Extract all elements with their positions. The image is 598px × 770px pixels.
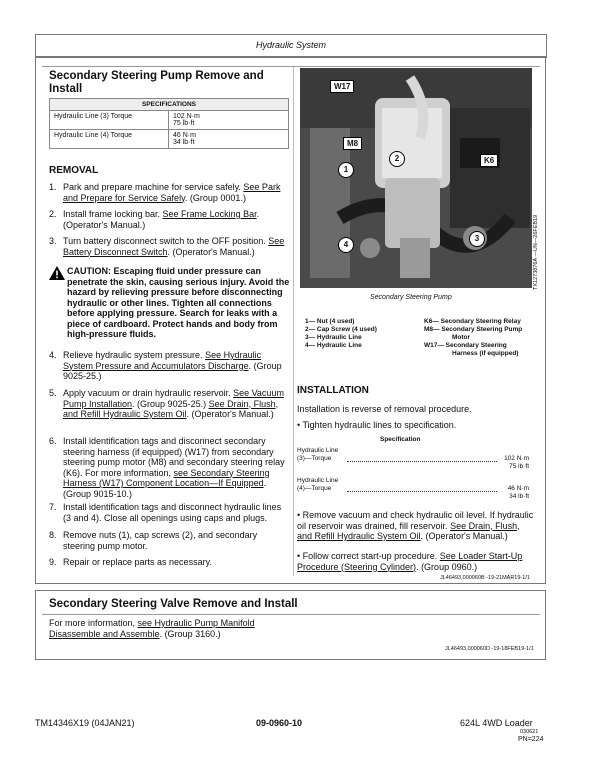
caution-text: CAUTION: Escaping fluid under pressure can penetrate the skin, causing serious injury. Avoid the hazard by relieving pressure before disconnecting hydraulic or other lines. Tighten all connections before applying pressure. Search for leaks with a piece of cardboard. Protect hands and body from high-pressure fluids. (67, 266, 290, 339)
installation-bullet: • Follow correct start-up procedure. See Loader Start-Up Procedure (Steering Cylinder). (Group 0960.) (297, 551, 523, 572)
list-item: 1. Park and prepare machine for service safely. See Park and Prepare for Service Safely. (Group 0001.) (49, 182, 281, 203)
divider (35, 590, 546, 591)
page-number: 09-0960-10 (256, 718, 303, 728)
spec-item: Hydraulic Line (4) Torque (50, 130, 169, 149)
link[interactable]: See Park and Prepare for Service Safely (63, 182, 281, 203)
reference-code: JL46493,000060B -19-21MAR19-1/1 (440, 575, 530, 581)
link[interactable]: see Hydraulic Pump Manifold Disassemble and Assemble (49, 618, 255, 639)
pump-photo (300, 68, 532, 288)
spec-item: Hydraulic Line (3) Torque (50, 111, 169, 130)
list-item: 8. Remove nuts (1), cap screws (2), and secondary steering pump motor. (49, 530, 258, 551)
photo-illustration (300, 68, 532, 288)
table-row (50, 111, 289, 130)
label-k6: K6 (480, 154, 498, 167)
section-title: Secondary Steering Pump Remove and Install (49, 70, 264, 95)
figure-legend-right: K6— Secondary Steering Relay M8— Secondary Steering Pump Motor W17— Secondary Steering Harness (if equipped) (424, 318, 523, 357)
spec-row: Hydraulic Line (3)—Torque 102 N·m 75 lb·ft (297, 447, 529, 470)
section-title: Secondary Steering Valve Remove and Install (49, 598, 298, 610)
footer-right: 624L 4WD Loader (460, 718, 533, 728)
spec-value: 46 N·m (173, 132, 196, 139)
installation-intro: Installation is reverse of removal procedure. (297, 404, 472, 414)
figure-legend-left: 1— Nut (4 used) 2— Cap Screw (4 used) 3— Hydraulic Line 4— Hydraulic Line (305, 318, 377, 349)
installation-heading: INSTALLATION (297, 385, 369, 396)
caution-block (49, 266, 294, 340)
list-item: 6. Install identification tags and disconnect secondary steering harness (if equipped) (W17) from secondary steering pump motor (M8) and secondary steering relay (K6). For more information, see Secondary Steering Harness (W17) Component Location—If Equipped. (Group 9015-10.) (49, 436, 285, 499)
figure-code: TX1273876A —UN—26FEB19 (533, 214, 539, 290)
divider (35, 590, 36, 660)
list-item: 4. Relieve hydraulic system pressure. See Hydraulic System Pressure and Accumulators Discharge. (Group 9025-25.) (49, 350, 282, 381)
divider (545, 56, 546, 583)
callout-4: 4 (338, 237, 354, 253)
reference-code: JL46493,000060D -19-18FEB19-1/1 (445, 646, 534, 652)
page-header (35, 34, 547, 58)
specifications-table (49, 98, 289, 149)
installation-bullet: • Tighten hydraulic lines to specification. (297, 420, 457, 430)
link[interactable]: See Vacuum Pump Installation (63, 388, 284, 409)
header-title: Hydraulic System (255, 40, 327, 50)
link[interactable]: See Hydraulic System Pressure and Accumulators Discharge (63, 350, 262, 371)
link[interactable]: see Secondary Steering Harness (W17) Component Location—If Equipped (63, 467, 270, 488)
spec-row: Hydraulic Line (4)—Torque 46 N·m 34 lb·ft (297, 477, 529, 500)
spec-value: 34 lb·ft (173, 139, 195, 146)
pn-number: PN=224 (518, 736, 544, 743)
divider (42, 614, 540, 615)
list-item: 9. Repair or replace parts as necessary. (49, 557, 212, 567)
removal-heading: REMOVAL (49, 165, 99, 176)
list-item: 3. Turn battery disconnect switch to the OFF position. See Battery Disconnect Switch. (Operator's Manual.) (49, 236, 285, 257)
warning-icon (49, 266, 65, 280)
list-item: 2. Install frame locking bar. See Frame Locking Bar. (Operator's Manual.) (49, 209, 260, 230)
callout-1: 1 (338, 162, 354, 178)
label-m8: M8 (343, 137, 362, 150)
callout-3: 3 (469, 231, 485, 247)
divider (545, 590, 546, 660)
spec-value: 75 lb·ft (173, 120, 195, 127)
footer-left: TM14346X19 (04JAN21) (35, 718, 135, 728)
figure-caption: Secondary Steering Pump (370, 294, 452, 301)
divider (42, 66, 540, 67)
list-item: 5. Apply vacuum or drain hydraulic reservoir. See Vacuum Pump Installation. (Group 9025-25.) See Drain, Flush, and Refill Hydraulic System Oil. (Operator's Manual.) (49, 388, 284, 419)
installation-bullet: • Remove vacuum and check hydraulic oil level. If hydraulic oil reservoir was drained, fill reservoir. See Drain, Flush, and Refill Hydraulic System Oil. (Operator's Manual.) (297, 510, 534, 541)
table-row (50, 130, 289, 149)
divider (35, 56, 546, 57)
divider (35, 56, 36, 583)
link[interactable]: See Battery Disconnect Switch (63, 236, 285, 257)
callout-2: 2 (389, 151, 405, 167)
section-text: For more information, see Hydraulic Pump Manifold Disassemble and Assemble. (Group 3160.) (49, 618, 255, 639)
spec-value: 102 N·m (173, 113, 200, 120)
spec-heading: SPECIFICATIONS (50, 99, 289, 111)
spec-heading: Specification (380, 436, 421, 443)
link[interactable]: See Frame Locking Bar (162, 209, 257, 219)
list-item: 7. Install identification tags and disconnect hydraulic lines (3 and 4). Close all openings using caps and plugs. (49, 502, 282, 523)
divider (35, 659, 546, 660)
link[interactable]: See Loader Start-Up Procedure (Steering Cylinder) (297, 551, 523, 572)
link[interactable]: See Drain, Flush, and Refill Hydraulic System Oil (63, 398, 279, 419)
divider (35, 583, 546, 584)
link[interactable]: See Drain, Flush, and Refill Hydraulic System Oil (297, 520, 520, 541)
label-w17: W17 (330, 80, 354, 93)
footer-small: 030621 (520, 729, 539, 735)
